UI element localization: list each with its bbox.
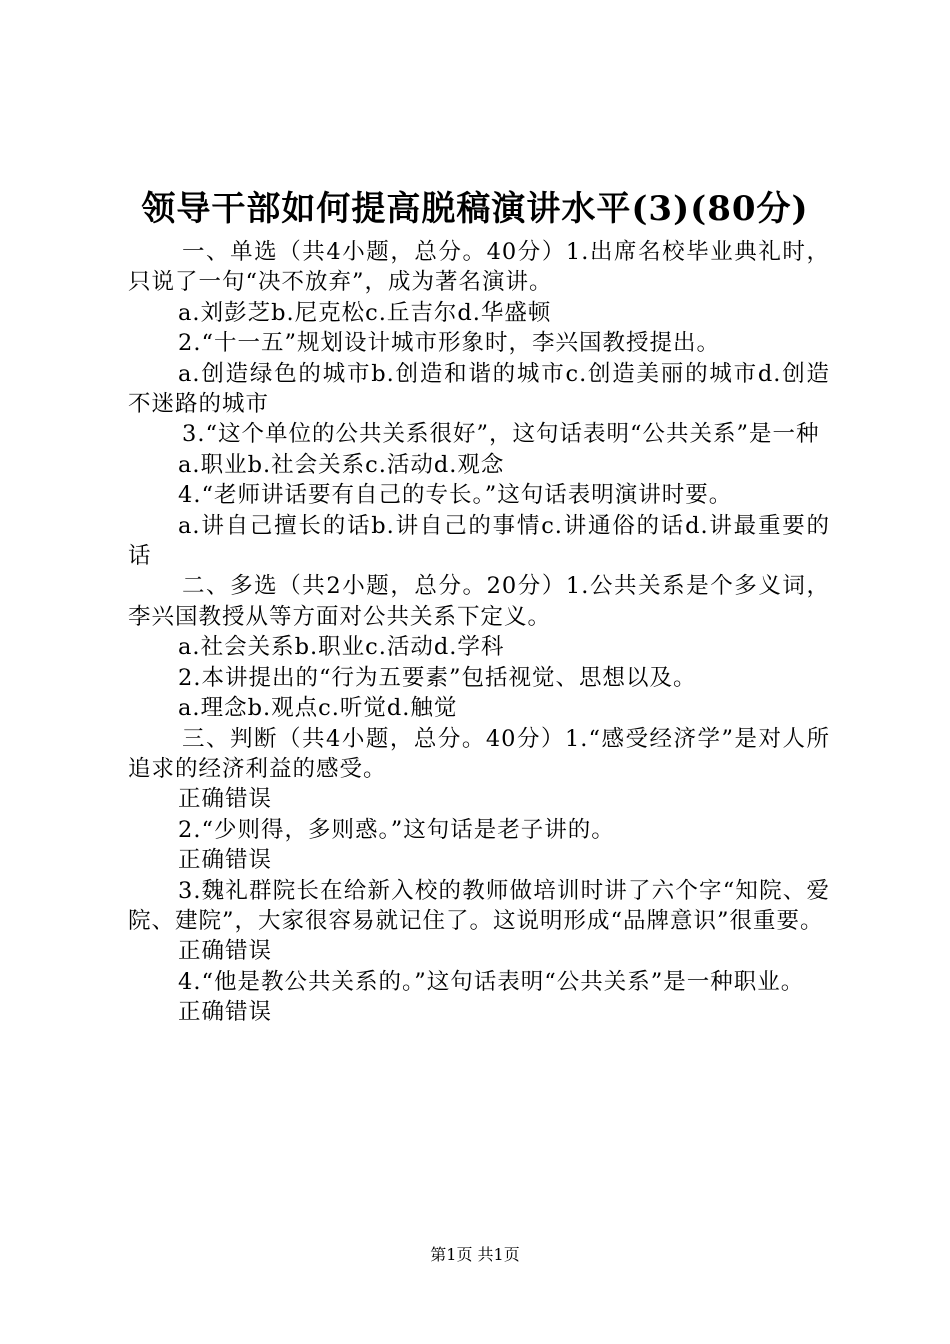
question-2: 2.“十一五”规划设计城市形象时，李兴国教授提出。 — [178, 330, 720, 357]
question-4-options: a.讲自己擅长的话b.讲自己的事情c.讲通俗的话d.讲最重要的话 — [128, 512, 830, 570]
section-heading-multiple-choice: 二、多选（共2小题，总分。20分）1.公共关系是个多义词，李兴国教授从等方面对公共关系下定义。 — [128, 573, 830, 630]
mc-question-2: 2.本讲提出的“行为五要素”包括视觉、思想以及。 — [178, 664, 697, 691]
tf-question-2: 2.“少则得，多则惑。”这句话是老子讲的。 — [178, 816, 615, 843]
tf-question-4: 4.“他是教公共关系的。”这句话表明“公共关系”是一种职业。 — [178, 968, 805, 995]
question-4: 4.“老师讲话要有自己的专长。”这句话表明演讲时要。 — [178, 482, 733, 509]
section-heading-single-choice: 一、单选（共4小题，总分。40分）1.出席名校毕业典礼时，只说了一句“决不放弃”，成为著名演讲。 — [128, 239, 830, 296]
page-footer: 第1页 共1页 — [430, 1245, 520, 1264]
document-title: 领导干部如何提高脱稿演讲水平(3)(80分) — [141, 189, 809, 229]
tf-question-3: 3.魏礼群院长在给新入校的教师做培训时讲了六个字“知院、爱院、建院”，大家很容易就记住了。这说明形成“品牌意识”很重要。 — [128, 877, 830, 934]
mc-question-2-options: a.理念b.观点c.听觉d.触觉 — [178, 695, 458, 722]
question-3-options: a.职业b.社会关系c.活动d.观念 — [178, 451, 505, 478]
section-heading-true-false: 三、判断（共4小题，总分。40分）1.“感受经济学”是对人所追求的经济利益的感受。 — [128, 725, 830, 782]
question-3: 3.“这个单位的公共关系很好”，这句话表明“公共关系”是一种 — [182, 421, 820, 448]
mc-question-1-options: a.社会关系b.职业c.活动d.学科 — [178, 634, 505, 661]
tf-question-1-answer: 正确错误 — [178, 786, 273, 813]
tf-question-2-answer: 正确错误 — [178, 847, 273, 874]
question-2-options: a.创造绿色的城市b.创造和谐的城市c.创造美丽的城市d.创造不迷路的城市 — [128, 360, 830, 418]
question-1-options: a.刘彭芝b.尼克松c.丘吉尔d.华盛顿 — [178, 299, 552, 326]
tf-question-4-answer: 正确错误 — [178, 999, 273, 1026]
document-body — [128, 237, 830, 1028]
tf-question-3-answer: 正确错误 — [178, 938, 273, 965]
